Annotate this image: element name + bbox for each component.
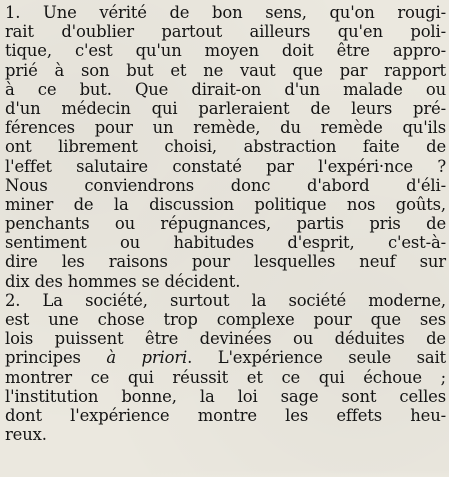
text-line: dire les raisons pour lesquelles neuf sur (5, 252, 446, 272)
paragraph-1 (5, 3, 446, 176)
text-line: dont l'expérience montre les effets heu- (5, 405, 446, 425)
bottom-edge (0, 470, 449, 477)
text-line: principes à priori. L'expérience seule sait (5, 348, 446, 368)
text-line: montrer ce qui réussit et ce qui échoue ; (5, 367, 446, 387)
paragraph-2 (5, 176, 446, 291)
italic-phrase: à priori (106, 348, 188, 368)
article-column (5, 3, 446, 444)
text-line: penchants ou répugnances, partis pris de (5, 214, 446, 234)
text-line: lois puissent être devinées ou déduites de (5, 329, 446, 349)
text-line: rait d'oublier partout ailleurs qu'en poli- (5, 22, 446, 42)
text-line: dix des hommes se décident. (5, 271, 241, 291)
text-line: prié à son but et ne vaut que par rapport (5, 60, 446, 80)
text-line: est une chose trop complexe pour que ses (5, 310, 446, 329)
text-line: férences pour un remède, du remède qu'ils (5, 118, 446, 138)
text-line: reux. (5, 425, 47, 445)
paragraph-3 (5, 291, 446, 445)
text-line: 1. Une vérité de bon sens, qu'on rougi- (5, 3, 446, 22)
text-line: tique, c'est qu'un moyen doit être appro- (5, 41, 446, 61)
text-line: Nous conviendrons donc d'abord d'éli- (5, 175, 446, 195)
text-line: l'institution bonne, la loi sage sont celles (5, 386, 446, 406)
text-line: d'un médecin qui parleraient de leurs pré- (5, 98, 446, 118)
text-line: l'effet salutaire constaté par l'expéri·nce ? (5, 156, 446, 176)
text-line: 2. La société, surtout la société moderne, (5, 290, 446, 310)
text-line: miner de la discussion politique nos goûts, (5, 194, 446, 214)
text-line: ont librement choisi, abstraction faite de (5, 137, 446, 157)
text-line: sentiment ou habitudes d'esprit, c'est-à- (5, 233, 446, 253)
text-line: à ce but. Que dirait-on d'un malade ou (5, 79, 446, 99)
